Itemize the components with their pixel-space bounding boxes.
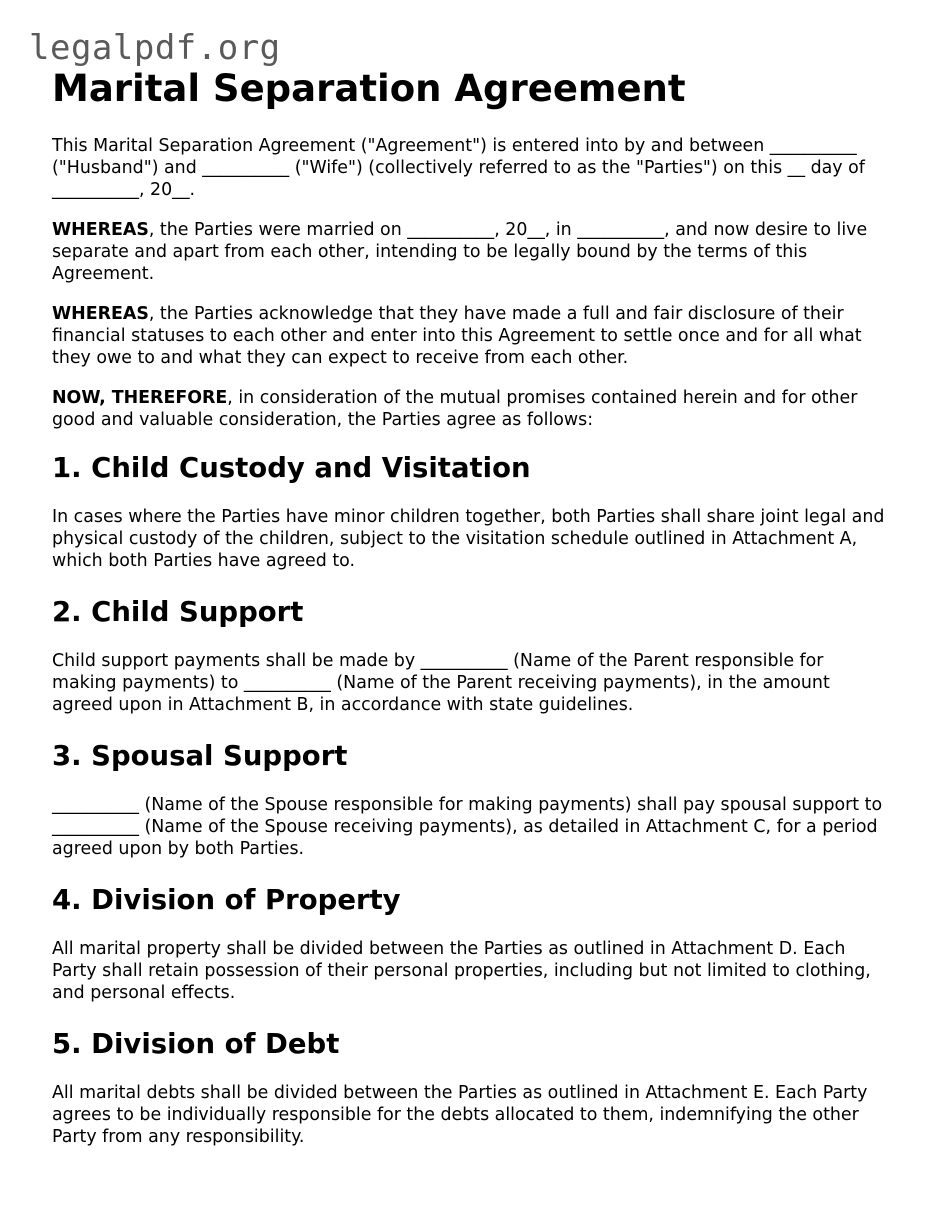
whereas-paragraph-1 <box>52 219 888 285</box>
section-heading-custody: 1. Child Custody and Visitation <box>52 452 531 484</box>
section-heading-property: 4. Division of Property <box>52 884 401 916</box>
whereas-lead-1: WHEREAS <box>52 220 149 240</box>
whereas-text-2: , the Parties acknowledge that they have made a full and fair disclosure of their financial statuses to each other and enter into this Agreement to settle once and for all what they owe to and what they can expect to receive from each other. <box>52 304 862 368</box>
section-body-custody: In cases where the Parties have minor children together, both Parties shall share joint legal and physical custody of the children, subject to the visitation schedule outlined in Attachment A, which both Parties have agreed to. <box>52 507 885 571</box>
intro-paragraph: This Marital Separation Agreement ("Agreement") is entered into by and between __________ ("Husband") and __________ ("Wife") (collectively referred to as the "Parties") on this __ day of __________, 20__. <box>52 136 865 200</box>
now-therefore-lead: NOW, THEREFORE <box>52 388 228 408</box>
section-body-property: All marital property shall be divided between the Parties as outlined in Attachment D. Each Party shall retain possession of their personal properties, including but not limited to clothing, and personal effects. <box>52 939 871 1003</box>
section-heading-spousal-support: 3. Spousal Support <box>52 740 348 772</box>
section-body-spousal-support: __________ (Name of the Spouse responsible for making payments) shall pay spousal support to __________ (Name of the Spouse receiving payments), as detailed in Attachment C, for a period agreed upon by both Parties. <box>52 795 883 859</box>
section-heading-child-support: 2. Child Support <box>52 596 304 628</box>
section-body-child-support: Child support payments shall be made by __________ (Name of the Parent responsible for making payments) to __________ (Name of the Parent receiving payments), in the amount agreed upon in Attachment B, in accordance with state guidelines. <box>52 651 830 715</box>
now-therefore-text: , in consideration of the mutual promises contained herein and for other good and valuable consideration, the Parties agree as follows: <box>52 388 858 430</box>
section-body-debt: All marital debts shall be divided between the Parties as outlined in Attachment E. Each Party agrees to be individually responsible for the debts allocated to them, indemnifying the other Party from any responsibility. <box>52 1083 868 1147</box>
document-page <box>52 66 888 1148</box>
whereas-text-1: , the Parties were married on __________, 20__, in __________, and now desire to live separate and apart from each other, intending to be legally bound by the terms of this Agreement. <box>52 220 868 284</box>
watermark-text: legalpdf.org <box>29 28 281 68</box>
whereas-paragraph-2 <box>52 303 888 369</box>
now-therefore-paragraph <box>52 387 888 431</box>
section-heading-debt: 5. Division of Debt <box>52 1028 340 1060</box>
document-title: Marital Separation Agreement <box>52 67 686 110</box>
whereas-lead-2: WHEREAS <box>52 304 149 324</box>
